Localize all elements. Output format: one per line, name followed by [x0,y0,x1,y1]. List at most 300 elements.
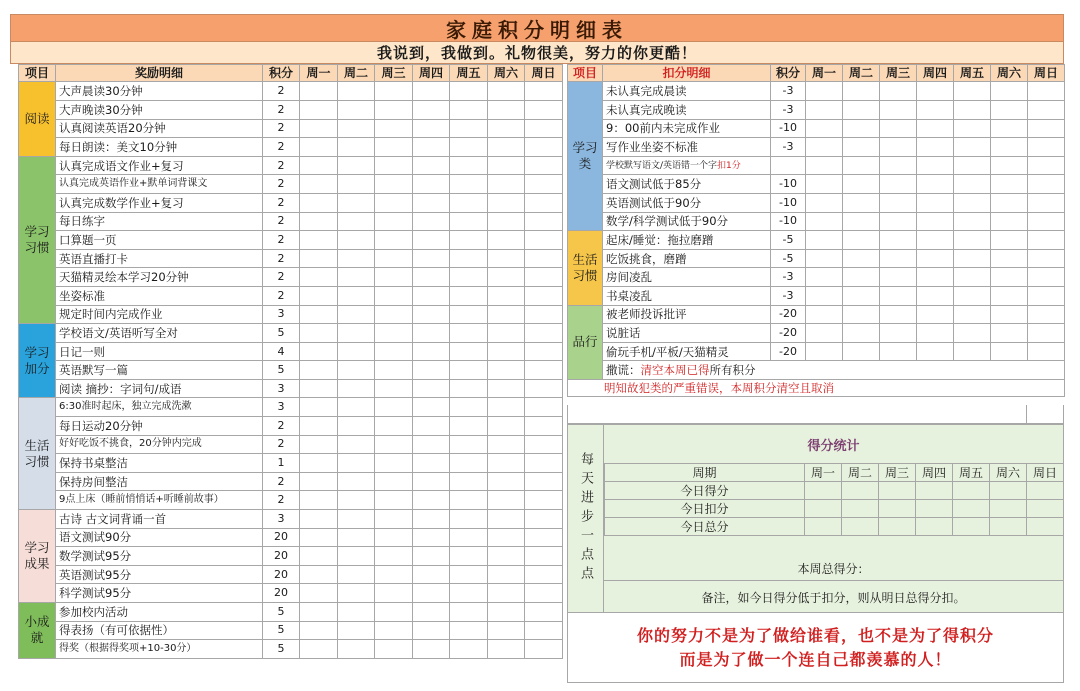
day-cell[interactable] [338,231,375,250]
day-cell[interactable] [300,379,338,398]
day-cell[interactable] [488,175,525,194]
day-cell[interactable] [843,212,880,231]
day-cell[interactable] [806,212,843,231]
day-cell[interactable] [1028,156,1065,175]
day-cell[interactable] [525,119,563,138]
day-cell[interactable] [375,138,413,157]
day-cell[interactable] [525,379,563,398]
day-cell[interactable] [880,324,917,343]
day-cell[interactable] [1027,500,1064,518]
day-cell[interactable] [488,268,525,287]
day-cell[interactable] [300,286,338,305]
day-cell[interactable] [413,435,450,454]
day-cell[interactable] [525,584,563,603]
day-cell[interactable] [880,305,917,324]
day-cell[interactable] [805,500,842,518]
day-cell[interactable] [1028,175,1065,194]
day-cell[interactable] [806,82,843,101]
day-cell[interactable] [450,286,488,305]
day-cell[interactable] [375,435,413,454]
day-cell[interactable] [525,342,563,361]
day-cell[interactable] [300,472,338,491]
day-cell[interactable] [338,249,375,268]
day-cell[interactable] [880,175,917,194]
day-cell[interactable] [375,249,413,268]
day-cell[interactable] [1028,231,1065,250]
day-cell[interactable] [880,156,917,175]
day-cell[interactable] [450,435,488,454]
day-cell[interactable] [843,138,880,157]
day-cell[interactable] [842,500,879,518]
day-cell[interactable] [338,324,375,343]
day-cell[interactable] [525,82,563,101]
day-cell[interactable] [300,584,338,603]
day-cell[interactable] [450,417,488,436]
day-cell[interactable] [338,138,375,157]
day-cell[interactable] [953,518,990,536]
day-cell[interactable] [488,640,525,659]
day-cell[interactable] [525,361,563,380]
day-cell[interactable] [991,156,1028,175]
day-cell[interactable] [991,286,1028,305]
day-cell[interactable] [806,175,843,194]
day-cell[interactable] [413,454,450,473]
day-cell[interactable] [991,324,1028,343]
day-cell[interactable] [917,324,954,343]
day-cell[interactable] [338,342,375,361]
day-cell[interactable] [843,324,880,343]
day-cell[interactable] [413,640,450,659]
day-cell[interactable] [843,156,880,175]
day-cell[interactable] [843,249,880,268]
day-cell[interactable] [375,82,413,101]
day-cell[interactable] [375,231,413,250]
day-cell[interactable] [488,472,525,491]
day-cell[interactable] [488,342,525,361]
day-cell[interactable] [842,518,879,536]
day-cell[interactable] [413,138,450,157]
day-cell[interactable] [880,119,917,138]
day-cell[interactable] [525,621,563,640]
day-cell[interactable] [450,156,488,175]
day-cell[interactable] [338,119,375,138]
day-cell[interactable] [525,193,563,212]
day-cell[interactable] [879,482,916,500]
day-cell[interactable] [300,603,338,622]
day-cell[interactable] [338,361,375,380]
day-cell[interactable] [880,100,917,119]
day-cell[interactable] [375,175,413,194]
day-cell[interactable] [843,342,880,361]
day-cell[interactable] [991,305,1028,324]
day-cell[interactable] [375,268,413,287]
day-cell[interactable] [413,156,450,175]
day-cell[interactable] [375,193,413,212]
day-cell[interactable] [300,454,338,473]
day-cell[interactable] [525,286,563,305]
day-cell[interactable] [954,100,991,119]
day-cell[interactable] [953,500,990,518]
day-cell[interactable] [338,621,375,640]
day-cell[interactable] [954,305,991,324]
day-cell[interactable] [880,82,917,101]
day-cell[interactable] [525,491,563,510]
day-cell[interactable] [413,565,450,584]
day-cell[interactable] [375,472,413,491]
day-cell[interactable] [450,603,488,622]
day-cell[interactable] [1028,212,1065,231]
day-cell[interactable] [300,82,338,101]
day-cell[interactable] [413,491,450,510]
day-cell[interactable] [450,398,488,417]
day-cell[interactable] [375,510,413,529]
day-cell[interactable] [413,361,450,380]
day-cell[interactable] [806,231,843,250]
day-cell[interactable] [338,510,375,529]
day-cell[interactable] [991,249,1028,268]
day-cell[interactable] [917,119,954,138]
day-cell[interactable] [338,379,375,398]
day-cell[interactable] [879,518,916,536]
day-cell[interactable] [300,231,338,250]
day-cell[interactable] [1028,342,1065,361]
day-cell[interactable] [525,417,563,436]
day-cell[interactable] [991,268,1028,287]
day-cell[interactable] [917,286,954,305]
day-cell[interactable] [954,342,991,361]
day-cell[interactable] [450,379,488,398]
day-cell[interactable] [413,82,450,101]
day-cell[interactable] [953,482,990,500]
day-cell[interactable] [954,138,991,157]
day-cell[interactable] [375,361,413,380]
day-cell[interactable] [450,565,488,584]
day-cell[interactable] [375,603,413,622]
day-cell[interactable] [375,342,413,361]
day-cell[interactable] [916,518,953,536]
day-cell[interactable] [488,454,525,473]
day-cell[interactable] [917,342,954,361]
day-cell[interactable] [806,156,843,175]
day-cell[interactable] [338,603,375,622]
day-cell[interactable] [954,193,991,212]
day-cell[interactable] [338,305,375,324]
day-cell[interactable] [990,518,1027,536]
day-cell[interactable] [525,435,563,454]
day-cell[interactable] [806,286,843,305]
day-cell[interactable] [375,640,413,659]
day-cell[interactable] [954,324,991,343]
day-cell[interactable] [990,482,1027,500]
day-cell[interactable] [450,454,488,473]
day-cell[interactable] [300,417,338,436]
day-cell[interactable] [413,324,450,343]
day-cell[interactable] [917,193,954,212]
day-cell[interactable] [1027,482,1064,500]
day-cell[interactable] [338,268,375,287]
day-cell[interactable] [413,212,450,231]
day-cell[interactable] [413,603,450,622]
day-cell[interactable] [843,119,880,138]
day-cell[interactable] [843,82,880,101]
day-cell[interactable] [991,119,1028,138]
day-cell[interactable] [488,398,525,417]
day-cell[interactable] [991,138,1028,157]
day-cell[interactable] [413,472,450,491]
day-cell[interactable] [488,286,525,305]
day-cell[interactable] [488,156,525,175]
day-cell[interactable] [488,249,525,268]
day-cell[interactable] [954,82,991,101]
day-cell[interactable] [413,175,450,194]
day-cell[interactable] [450,491,488,510]
day-cell[interactable] [450,324,488,343]
day-cell[interactable] [916,500,953,518]
day-cell[interactable] [525,138,563,157]
day-cell[interactable] [488,584,525,603]
day-cell[interactable] [338,175,375,194]
day-cell[interactable] [1028,100,1065,119]
day-cell[interactable] [916,482,953,500]
day-cell[interactable] [450,305,488,324]
day-cell[interactable] [450,268,488,287]
day-cell[interactable] [805,518,842,536]
day-cell[interactable] [843,100,880,119]
day-cell[interactable] [375,491,413,510]
day-cell[interactable] [413,379,450,398]
day-cell[interactable] [375,417,413,436]
day-cell[interactable] [488,324,525,343]
day-cell[interactable] [880,193,917,212]
day-cell[interactable] [488,621,525,640]
day-cell[interactable] [300,138,338,157]
day-cell[interactable] [338,640,375,659]
day-cell[interactable] [300,491,338,510]
day-cell[interactable] [525,305,563,324]
day-cell[interactable] [806,100,843,119]
day-cell[interactable] [300,528,338,547]
day-cell[interactable] [300,305,338,324]
day-cell[interactable] [806,342,843,361]
day-cell[interactable] [413,547,450,566]
day-cell[interactable] [338,472,375,491]
day-cell[interactable] [450,361,488,380]
day-cell[interactable] [413,231,450,250]
day-cell[interactable] [338,100,375,119]
day-cell[interactable] [525,268,563,287]
day-cell[interactable] [806,324,843,343]
day-cell[interactable] [488,603,525,622]
day-cell[interactable] [413,584,450,603]
day-cell[interactable] [375,565,413,584]
day-cell[interactable] [806,193,843,212]
day-cell[interactable] [954,268,991,287]
day-cell[interactable] [450,528,488,547]
day-cell[interactable] [954,231,991,250]
day-cell[interactable] [338,565,375,584]
day-cell[interactable] [917,231,954,250]
day-cell[interactable] [525,640,563,659]
day-cell[interactable] [338,528,375,547]
day-cell[interactable] [991,342,1028,361]
day-cell[interactable] [338,547,375,566]
day-cell[interactable] [375,286,413,305]
day-cell[interactable] [450,547,488,566]
day-cell[interactable] [413,286,450,305]
day-cell[interactable] [450,100,488,119]
day-cell[interactable] [525,212,563,231]
day-cell[interactable] [300,342,338,361]
day-cell[interactable] [450,231,488,250]
day-cell[interactable] [954,175,991,194]
day-cell[interactable] [805,482,842,500]
day-cell[interactable] [450,510,488,529]
day-cell[interactable] [300,119,338,138]
day-cell[interactable] [525,156,563,175]
day-cell[interactable] [917,305,954,324]
day-cell[interactable] [338,82,375,101]
day-cell[interactable] [843,286,880,305]
day-cell[interactable] [880,286,917,305]
day-cell[interactable] [338,491,375,510]
day-cell[interactable] [879,500,916,518]
day-cell[interactable] [1028,82,1065,101]
day-cell[interactable] [880,249,917,268]
day-cell[interactable] [375,156,413,175]
day-cell[interactable] [1028,268,1065,287]
day-cell[interactable] [488,82,525,101]
day-cell[interactable] [450,621,488,640]
day-cell[interactable] [300,640,338,659]
day-cell[interactable] [300,547,338,566]
day-cell[interactable] [991,212,1028,231]
day-cell[interactable] [413,621,450,640]
day-cell[interactable] [488,417,525,436]
day-cell[interactable] [375,100,413,119]
day-cell[interactable] [991,193,1028,212]
day-cell[interactable] [300,175,338,194]
day-cell[interactable] [1028,324,1065,343]
day-cell[interactable] [525,472,563,491]
day-cell[interactable] [842,482,879,500]
day-cell[interactable] [806,249,843,268]
day-cell[interactable] [525,231,563,250]
day-cell[interactable] [488,212,525,231]
day-cell[interactable] [991,82,1028,101]
day-cell[interactable] [1028,193,1065,212]
day-cell[interactable] [300,435,338,454]
day-cell[interactable] [525,510,563,529]
day-cell[interactable] [450,249,488,268]
day-cell[interactable] [338,193,375,212]
day-cell[interactable] [1028,138,1065,157]
day-cell[interactable] [413,417,450,436]
day-cell[interactable] [300,212,338,231]
day-cell[interactable] [525,398,563,417]
day-cell[interactable] [917,212,954,231]
day-cell[interactable] [488,100,525,119]
day-cell[interactable] [450,342,488,361]
day-cell[interactable] [525,547,563,566]
day-cell[interactable] [843,193,880,212]
day-cell[interactable] [525,528,563,547]
day-cell[interactable] [375,454,413,473]
day-cell[interactable] [917,268,954,287]
day-cell[interactable] [806,305,843,324]
day-cell[interactable] [450,175,488,194]
day-cell[interactable] [300,398,338,417]
day-cell[interactable] [954,156,991,175]
day-cell[interactable] [338,435,375,454]
day-cell[interactable] [375,324,413,343]
day-cell[interactable] [525,100,563,119]
day-cell[interactable] [525,249,563,268]
day-cell[interactable] [843,231,880,250]
day-cell[interactable] [1028,119,1065,138]
day-cell[interactable] [375,212,413,231]
day-cell[interactable] [300,621,338,640]
day-cell[interactable] [413,268,450,287]
day-cell[interactable] [413,342,450,361]
day-cell[interactable] [525,454,563,473]
day-cell[interactable] [375,621,413,640]
day-cell[interactable] [375,119,413,138]
day-cell[interactable] [300,324,338,343]
day-cell[interactable] [338,156,375,175]
day-cell[interactable] [488,138,525,157]
day-cell[interactable] [488,565,525,584]
day-cell[interactable] [525,565,563,584]
day-cell[interactable] [338,286,375,305]
day-cell[interactable] [338,417,375,436]
day-cell[interactable] [488,491,525,510]
day-cell[interactable] [488,547,525,566]
day-cell[interactable] [488,435,525,454]
day-cell[interactable] [300,268,338,287]
day-cell[interactable] [413,100,450,119]
day-cell[interactable] [954,212,991,231]
day-cell[interactable] [375,584,413,603]
day-cell[interactable] [413,119,450,138]
day-cell[interactable] [375,379,413,398]
day-cell[interactable] [806,138,843,157]
day-cell[interactable] [806,119,843,138]
day-cell[interactable] [338,212,375,231]
day-cell[interactable] [450,472,488,491]
day-cell[interactable] [375,528,413,547]
day-cell[interactable] [917,138,954,157]
day-cell[interactable] [917,249,954,268]
day-cell[interactable] [843,305,880,324]
day-cell[interactable] [954,286,991,305]
day-cell[interactable] [300,249,338,268]
day-cell[interactable] [954,249,991,268]
day-cell[interactable] [880,212,917,231]
day-cell[interactable] [488,231,525,250]
day-cell[interactable] [488,379,525,398]
day-cell[interactable] [450,640,488,659]
day-cell[interactable] [991,175,1028,194]
day-cell[interactable] [450,193,488,212]
day-cell[interactable] [300,156,338,175]
day-cell[interactable] [300,565,338,584]
day-cell[interactable] [880,138,917,157]
day-cell[interactable] [525,175,563,194]
day-cell[interactable] [450,138,488,157]
day-cell[interactable] [413,193,450,212]
day-cell[interactable] [300,510,338,529]
day-cell[interactable] [991,231,1028,250]
